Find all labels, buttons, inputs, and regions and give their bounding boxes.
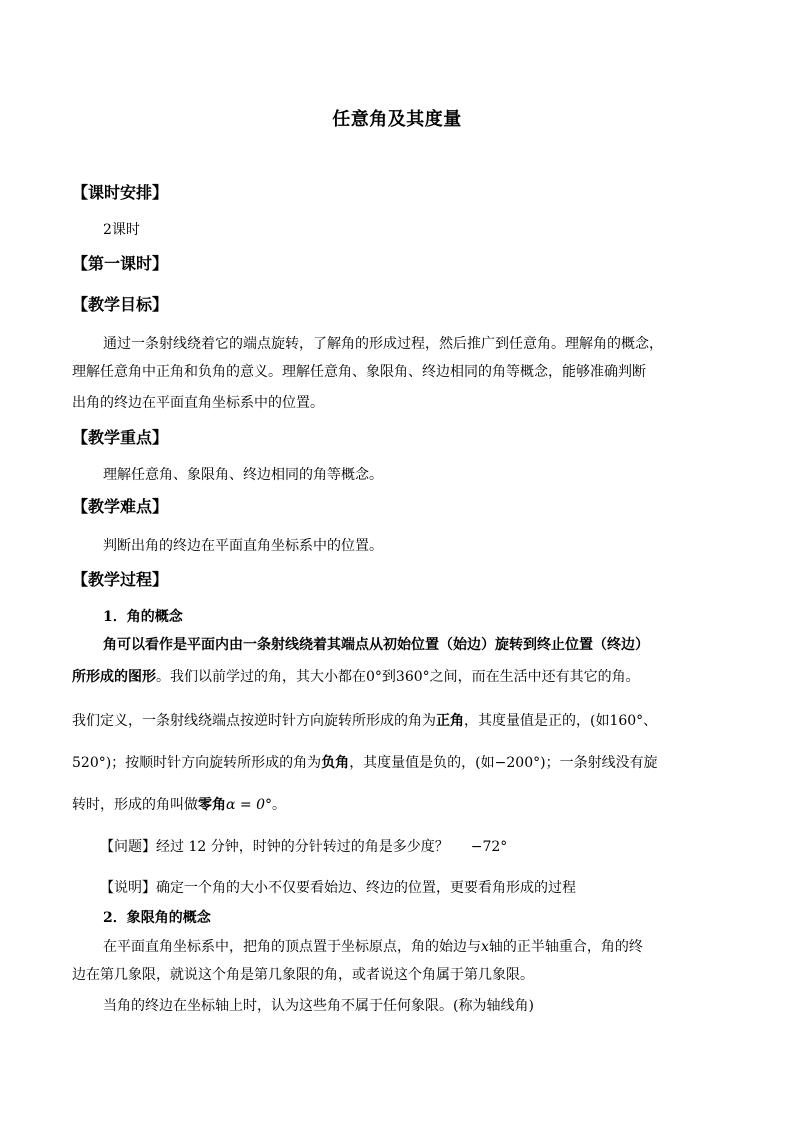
quadrant-line-1 (103, 936, 753, 956)
zero-angle-formula: α = 0° (226, 797, 272, 813)
process-heading: 【教学过程】 (72, 570, 169, 589)
key-heading: 【教学重点】 (72, 428, 169, 447)
note-label: 【说明】 (100, 880, 156, 896)
schedule-heading: 【课时安排】 (72, 183, 169, 202)
page-title: 任意角及其度量 (332, 109, 462, 130)
concept-line-5-a: 转时，形成的角叫做 (72, 797, 198, 813)
goal-line-3: 出角的终边在平面直角坐标系中的位置。 (72, 395, 324, 411)
concept-line-3-b: ，其度量值是正的，(如160°、 (464, 713, 658, 729)
concept-line-5-end: 。 (272, 797, 286, 813)
zero-angle-term: 零角 (198, 797, 226, 813)
schedule-text: 2课时 (103, 222, 140, 238)
concept-line-4-b: ，其度量值是负的，(如−200°)；一条射线没有旋 (349, 755, 658, 771)
concept-line-2 (72, 666, 722, 686)
goal-line-2: 理解任意角中正角和负角的意义。理解任意角、象限角、终边相同的角等概念，能够准确判断 (72, 364, 646, 380)
concept-line-5 (72, 794, 722, 814)
quadrant-line-1-a: 在平面直角坐标系中，把角的顶点置于坐标原点，角的始边与 (103, 939, 481, 955)
negative-angle-term: 负角 (321, 755, 350, 771)
quadrant-line-2: 边在第几象限，就说这个角是第几象限的角，或者说这个角属于第几象限。 (72, 967, 534, 983)
note-text: 确定一个角的大小不仅要看始边、终边的位置，更要看角形成的过程 (156, 880, 576, 896)
quadrant-heading: 2．象限角的概念 (103, 910, 211, 926)
note-line (100, 877, 750, 897)
concept-line-2-rest: 。我们以前学过的角，其大小都在0°到360°之间，而在生活中还有其它的角。 (156, 669, 640, 685)
concept-bold-line-1: 角可以看作是平面内由一条射线绕着其端点从初始位置（始边）旋转到终止位置（终边） (103, 637, 649, 653)
positive-angle-term: 正角 (436, 713, 464, 729)
x-axis-symbol: x (481, 939, 489, 955)
question-line (100, 836, 750, 856)
difficulty-heading: 【教学难点】 (72, 497, 169, 516)
difficulty-text: 判断出角的终边在平面直角坐标系中的位置。 (103, 538, 383, 554)
goal-heading: 【教学目标】 (72, 295, 169, 314)
concept-heading: 1．角的概念 (103, 609, 183, 625)
question-label: 【问题】 (100, 839, 156, 855)
goal-line-1: 通过一条射线绕着它的端点旋转，了解角的形成过程，然后推广到任意角。理解角的概念， (103, 336, 663, 352)
first-lesson-heading: 【第一课时】 (72, 254, 169, 273)
concept-bold-line-2: 所形成的图形 (72, 669, 156, 685)
question-answer: −72° (470, 839, 508, 855)
quadrant-line-1-b: 轴的正半轴重合，角的终 (488, 939, 643, 955)
quadrant-line-3: 当角的终边在坐标轴上时，认为这些角不属于任何象限。(称为轴线角) (103, 998, 534, 1014)
concept-line-3-a: 我们定义，一条射线绕端点按逆时针方向旋转所形成的角为 (72, 713, 436, 729)
concept-line-3 (72, 710, 722, 730)
question-text: 经过 12 分钟，时钟的分针转过的角是多少度？ (156, 839, 449, 855)
concept-line-4-a: 520°)；按顺时针方向旋转所形成的角为 (72, 755, 322, 771)
concept-line-4 (72, 752, 722, 772)
key-text: 理解任意角、象限角、终边相同的角等概念。 (103, 467, 383, 483)
